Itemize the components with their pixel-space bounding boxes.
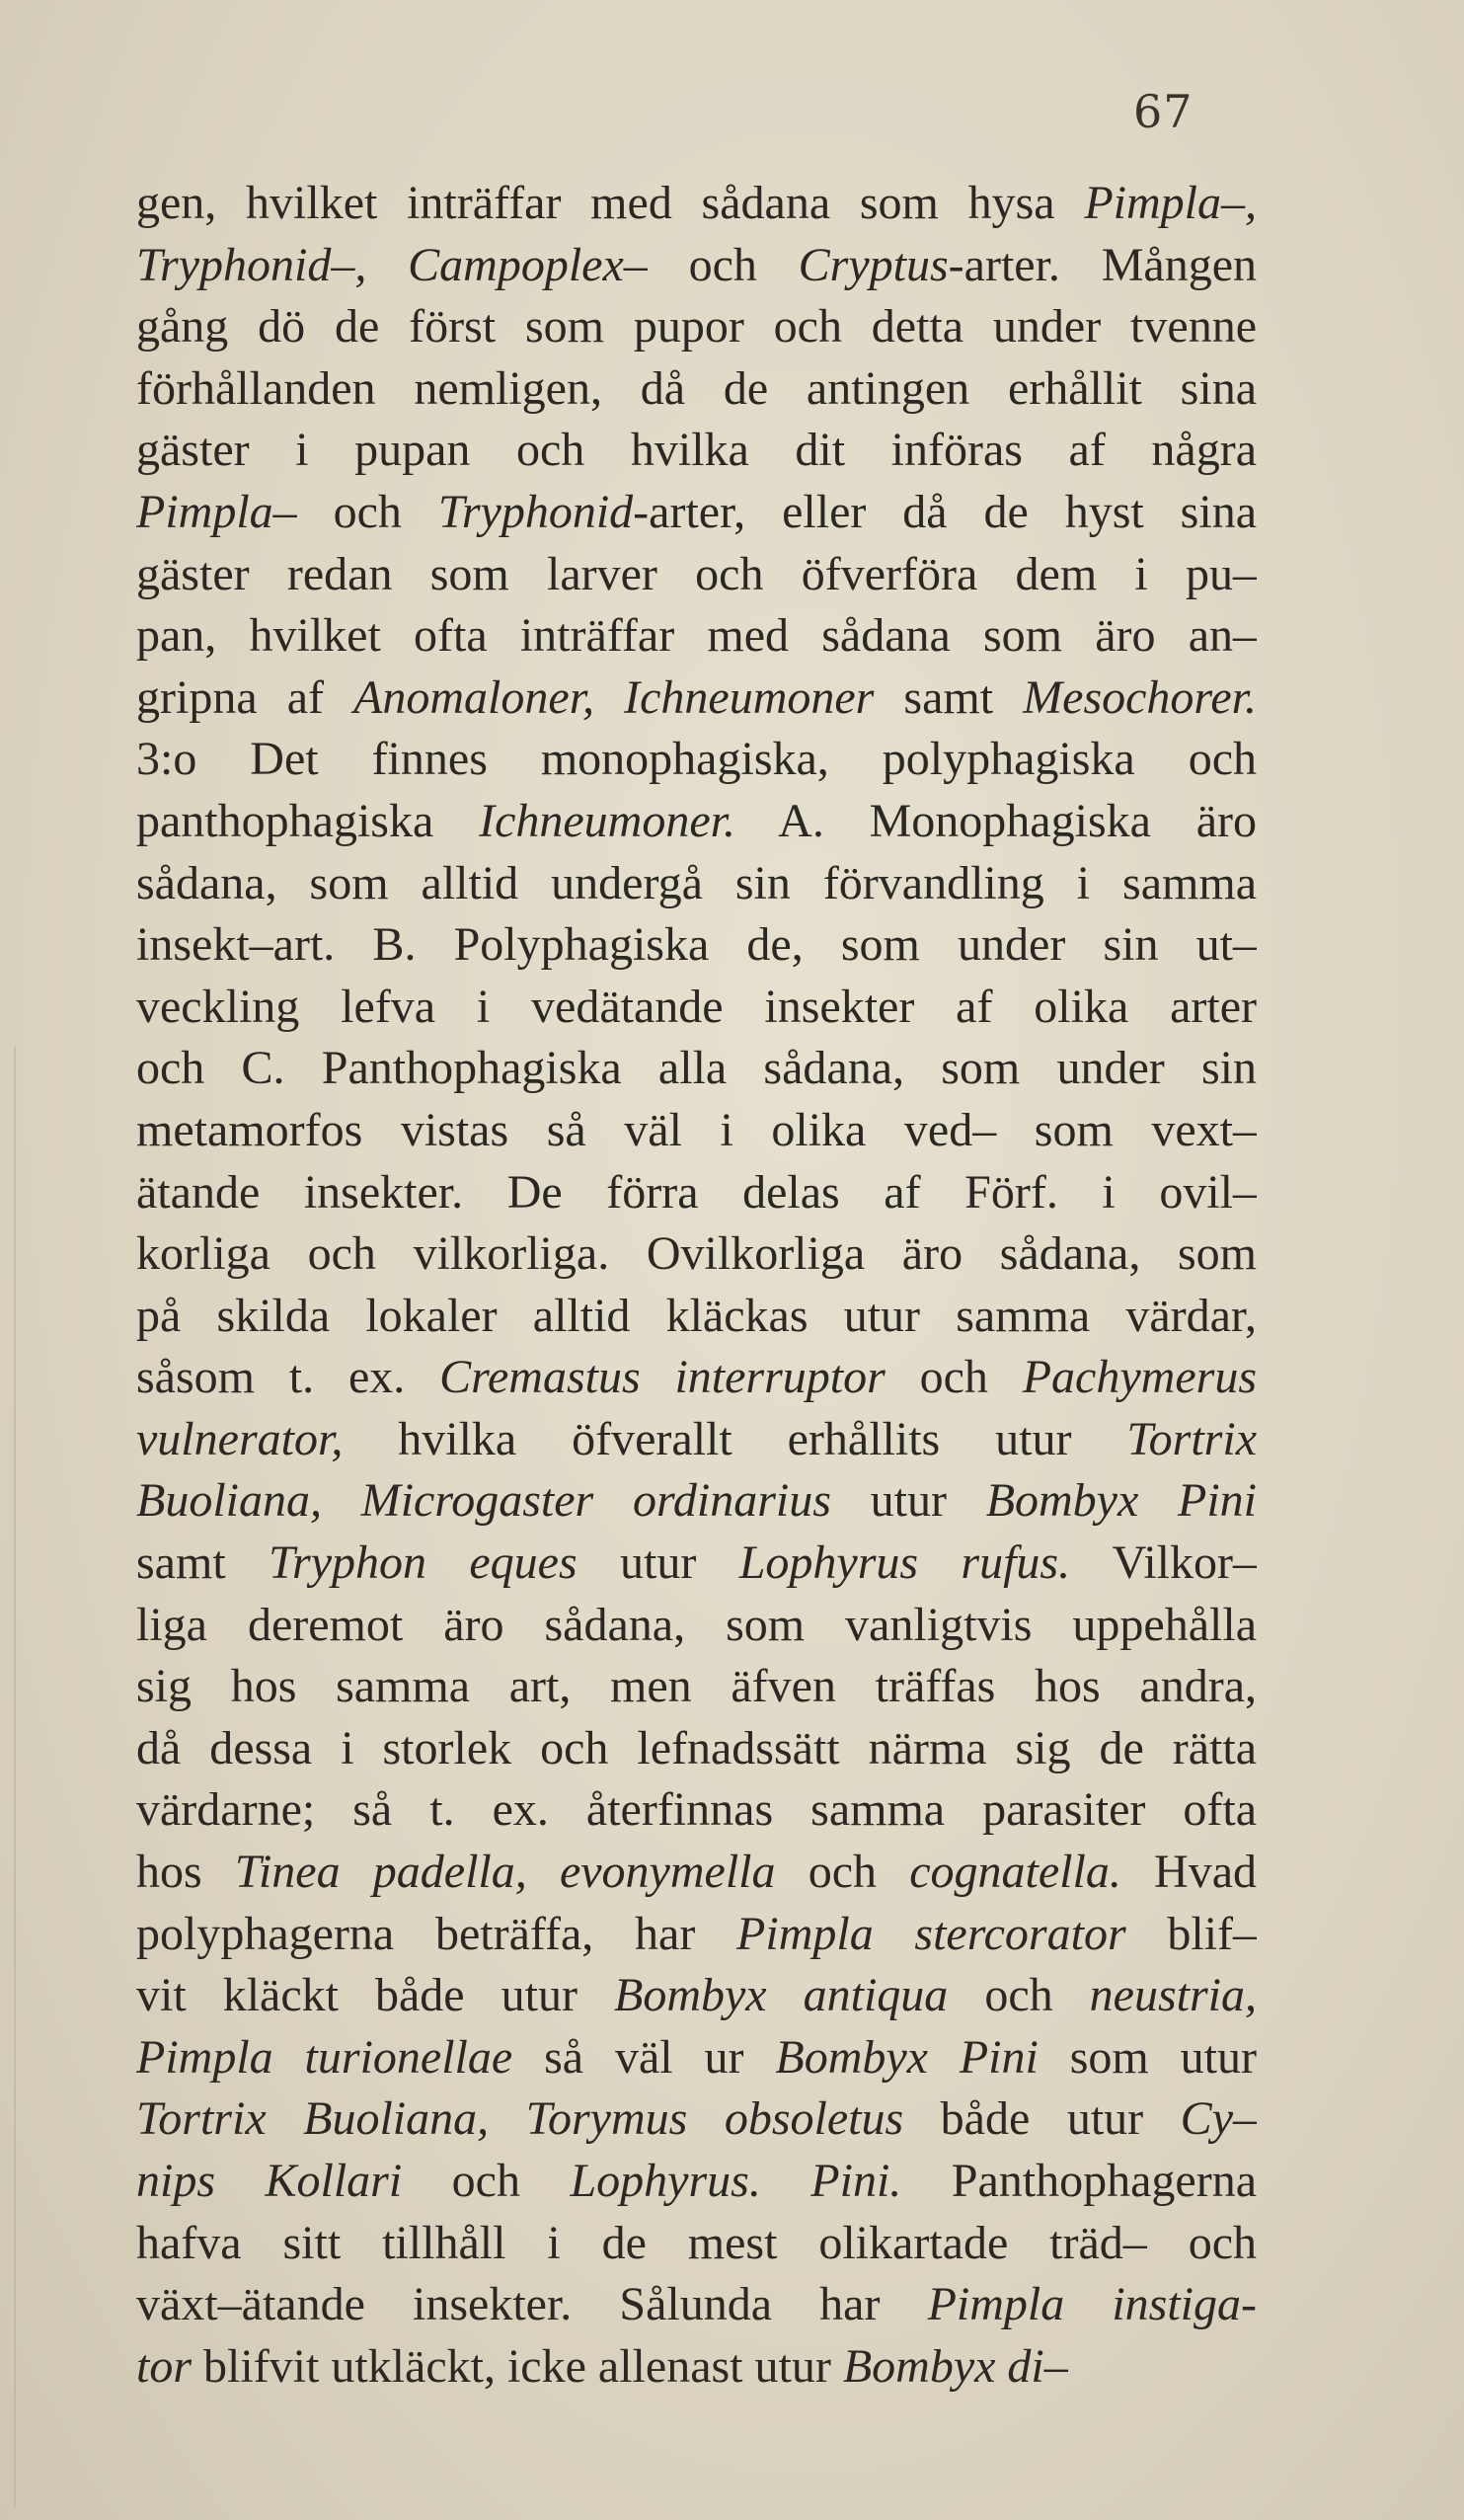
text-line: [136, 1965, 1257, 2027]
text-run: så väl ur: [512, 2030, 776, 2084]
text-line: [136, 1286, 1257, 1348]
italic-term: Anomaloner, Ichneumoner: [353, 670, 875, 724]
text-run: panthophagiska: [136, 794, 480, 847]
italic-term: Bombyx antiqua: [614, 1969, 949, 2022]
text-run: utur: [577, 1536, 739, 1590]
text-line: [136, 2213, 1257, 2275]
text-run: och C. Panthophagiska alla sådana, som under sin: [136, 1042, 1257, 1095]
italic-term: Pimpla instiga-: [927, 2278, 1257, 2331]
text-run: gäster redan som larver och öfverföra dem i pu–: [136, 547, 1257, 600]
text-run: Panthophagerna: [901, 2155, 1257, 2207]
italic-term: Tortrix: [1126, 1412, 1257, 1465]
italic-term: Bombyx di–: [842, 2339, 1068, 2393]
text-run: 3:o Det finnes monophagiska, polyphagiska och: [136, 733, 1257, 786]
text-line: [136, 729, 1257, 791]
text-run: sig hos samma art, men äfven träffas hos andra,: [136, 1660, 1257, 1713]
italic-term: Pachymerus: [1022, 1351, 1257, 1404]
text-run: blifvit utkläckt, icke allenast utur: [192, 2339, 843, 2393]
text-line: [136, 544, 1257, 606]
italic-term: Pimpla stercorator: [736, 1907, 1126, 1960]
text-line: [136, 853, 1257, 915]
text-run: och: [948, 1969, 1090, 2022]
text-run: gripna af: [136, 670, 354, 724]
text-line: [136, 914, 1257, 977]
text-run: liga deremot äro sådana, som vanligtvis uppehålla: [136, 1598, 1257, 1651]
text-line: [136, 1100, 1257, 1162]
text-line: [136, 2088, 1257, 2151]
text-run: växt–ätande insekter. Sålunda har: [136, 2278, 928, 2331]
italic-term: Bombyx Pini: [775, 2030, 1039, 2084]
text-line: [136, 173, 1257, 235]
text-run: arter, eller då de hyst sina: [649, 485, 1257, 538]
text-line: [136, 1347, 1257, 1409]
text-line: [136, 1779, 1257, 1842]
text-run: samt: [874, 670, 1024, 724]
text-run: Hvad: [1120, 1846, 1257, 1899]
text-line: [136, 1656, 1257, 1718]
text-line: [136, 1904, 1257, 1966]
text-run: arter. Mången: [963, 238, 1257, 291]
text-run: korliga och vilkorliga. Ovilkorliga äro sådana, som: [136, 1227, 1257, 1281]
italic-term: Pimpla–,: [1084, 177, 1257, 229]
text-run: som utur: [1038, 2030, 1257, 2084]
italic-term: Cremastus interruptor: [439, 1351, 886, 1404]
text-run: och: [775, 1846, 910, 1899]
italic-term: Pimpla–: [136, 485, 297, 538]
text-line: [136, 1533, 1257, 1595]
text-line: [136, 1162, 1257, 1224]
italic-term: cognatella.: [909, 1846, 1121, 1899]
text-line: [136, 791, 1257, 853]
text-run: utur: [830, 1474, 986, 1528]
page-number: 67: [1133, 85, 1194, 138]
text-line: [136, 977, 1257, 1039]
text-line: [136, 605, 1257, 668]
text-run: förhållanden nemligen, då de antingen erhållit sina: [136, 361, 1257, 415]
page-edge-shadow: [14, 1047, 16, 2508]
italic-term: tor: [136, 2339, 193, 2393]
italic-term: Lophyrus rufus.: [738, 1536, 1071, 1590]
text-run: hvilka öfverallt erhållits utur: [343, 1412, 1127, 1465]
text-run: blif–: [1125, 1907, 1257, 1960]
text-run: ätande insekter. De förra delas af Förf. i ovil–: [136, 1165, 1257, 1219]
italic-term: Buoliana, Microgaster ordinarius: [136, 1474, 831, 1528]
text-run: och: [647, 238, 799, 291]
text-line: [136, 296, 1257, 358]
italic-term: Cryptus-: [798, 238, 964, 291]
italic-term: Tryphonid–, Campoplex–: [136, 238, 648, 291]
text-run: och: [402, 2155, 571, 2207]
italic-term: Bombyx Pini: [985, 1474, 1257, 1528]
text-line: [136, 1223, 1257, 1286]
text-run: hafva sitt tillhåll i de mest olikartade träd– och: [136, 2216, 1257, 2269]
text-run: såsom t. ex.: [136, 1351, 440, 1404]
text-run: Vilkor–: [1070, 1536, 1257, 1590]
text-line: [136, 2027, 1257, 2089]
italic-term: neustria,: [1089, 1969, 1257, 2022]
text-run: polyphagerna beträffa, har: [136, 1907, 737, 1960]
italic-term: Tryphonid-: [437, 485, 650, 538]
italic-term: vulnerator,: [136, 1412, 344, 1465]
italic-term: Tortrix Buoliana, Torymus obsoletus: [136, 2092, 904, 2146]
text-line: [136, 1470, 1257, 1533]
text-line: [136, 358, 1257, 421]
text-line: [136, 1038, 1257, 1100]
text-line: [136, 668, 1257, 730]
text-run: då dessa i storlek och lefnadssätt närma sig de rätta: [136, 1721, 1257, 1774]
text-run: vit kläckt både utur: [136, 1969, 614, 2022]
italic-term: Ichneumoner.: [479, 794, 735, 847]
text-line: [136, 482, 1257, 544]
text-run: gång dö de först som pupor och detta under tvenne: [136, 300, 1257, 354]
text-run: och: [885, 1351, 1023, 1404]
text-line: [136, 1842, 1257, 1904]
text-run: A. Monophagiska äro: [735, 794, 1257, 847]
italic-term: Tinea padella, evonymella: [234, 1846, 776, 1899]
text-line: [136, 1409, 1257, 1471]
text-line: [136, 2336, 1257, 2399]
text-line: [136, 1718, 1257, 1780]
text-run: både utur: [903, 2092, 1181, 2146]
text-line: [136, 235, 1257, 297]
italic-term: Lophyrus. Pini.: [570, 2155, 902, 2207]
italic-term: Cy–: [1180, 2092, 1257, 2146]
text-line: [136, 2274, 1257, 2336]
text-run: gen, hvilket inträffar med sådana som hysa: [136, 177, 1085, 229]
text-run: hos: [136, 1846, 235, 1899]
text-line: [136, 1595, 1257, 1657]
text-line: [136, 420, 1257, 482]
text-run: på skilda lokaler alltid kläckas utur samma värdar,: [136, 1289, 1257, 1342]
italic-term: Mesochorer.: [1023, 670, 1257, 724]
text-run: värdarne; så t. ex. återfinnas samma parasiter ofta: [136, 1783, 1257, 1837]
italic-term: Pimpla turionellae: [136, 2030, 513, 2084]
italic-term: Tryphon eques: [269, 1536, 578, 1590]
text-run: samt: [136, 1536, 269, 1590]
italic-term: nips Kollari: [136, 2155, 403, 2207]
text-run: insekt–art. B. Polyphagiska de, som under sin ut–: [136, 918, 1257, 972]
text-run: gäster i pupan och hvilka dit införas af några: [136, 424, 1257, 477]
text-run: metamorfos vistas så väl i olika ved– som vext–: [136, 1103, 1257, 1156]
text-run: pan, hvilket ofta inträffar med sådana som äro an–: [136, 609, 1257, 663]
text-line: [136, 2151, 1257, 2213]
body-text: [136, 173, 1257, 2398]
text-run: sådana, som alltid undergå sin förvandling i samma: [136, 856, 1257, 909]
text-run: och: [296, 485, 438, 538]
text-run: veckling lefva i vedätande insekter af olika arter: [136, 980, 1257, 1033]
